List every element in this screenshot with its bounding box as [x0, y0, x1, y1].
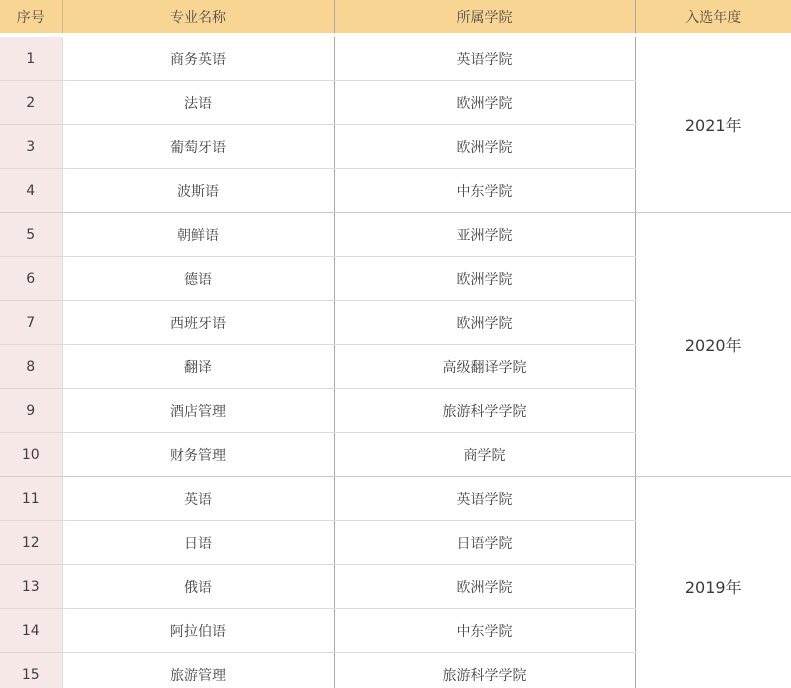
- row-index-cell: 13: [0, 565, 62, 609]
- college-cell: 日语学院: [334, 521, 635, 565]
- table-row: [0, 35, 791, 81]
- college-cell: 欧洲学院: [334, 81, 635, 125]
- major-cell: 旅游管理: [62, 653, 334, 688]
- row-index-cell: 12: [0, 521, 62, 565]
- college-cell: 旅游科学学院: [334, 653, 635, 688]
- col-header-major: 专业名称: [62, 0, 334, 35]
- college-cell: 英语学院: [334, 477, 635, 521]
- year-cell: 2020年: [635, 213, 791, 477]
- major-cell: 法语: [62, 81, 334, 125]
- row-index-cell: 15: [0, 653, 62, 688]
- college-cell: 欧洲学院: [334, 257, 635, 301]
- major-cell: 阿拉伯语: [62, 609, 334, 653]
- table-row: [0, 213, 791, 257]
- major-cell: 俄语: [62, 565, 334, 609]
- major-cell: 西班牙语: [62, 301, 334, 345]
- table-header-row: [0, 0, 791, 35]
- row-index-cell: 11: [0, 477, 62, 521]
- row-index-cell: 1: [0, 35, 62, 81]
- college-cell: 中东学院: [334, 609, 635, 653]
- row-index-cell: 6: [0, 257, 62, 301]
- college-cell: 中东学院: [334, 169, 635, 213]
- major-cell: 酒店管理: [62, 389, 334, 433]
- major-cell: 葡萄牙语: [62, 125, 334, 169]
- row-index-cell: 9: [0, 389, 62, 433]
- row-index-cell: 4: [0, 169, 62, 213]
- major-cell: 朝鲜语: [62, 213, 334, 257]
- college-cell: 旅游科学学院: [334, 389, 635, 433]
- row-index-cell: 8: [0, 345, 62, 389]
- row-index-cell: 5: [0, 213, 62, 257]
- major-cell: 德语: [62, 257, 334, 301]
- col-header-year: 入选年度: [635, 0, 791, 35]
- college-cell: 高级翻译学院: [334, 345, 635, 389]
- year-cell: 2021年: [635, 35, 791, 213]
- major-cell: 波斯语: [62, 169, 334, 213]
- college-cell: 英语学院: [334, 35, 635, 81]
- major-cell: 财务管理: [62, 433, 334, 477]
- major-cell: 日语: [62, 521, 334, 565]
- table-row: [0, 477, 791, 521]
- row-index-cell: 7: [0, 301, 62, 345]
- table-body: [0, 35, 791, 688]
- college-cell: 欧洲学院: [334, 565, 635, 609]
- major-cell: 商务英语: [62, 35, 334, 81]
- col-header-index: 序号: [0, 0, 62, 35]
- row-index-cell: 10: [0, 433, 62, 477]
- col-header-college: 所属学院: [334, 0, 635, 35]
- row-index-cell: 14: [0, 609, 62, 653]
- major-cell: 翻译: [62, 345, 334, 389]
- year-cell: 2019年: [635, 477, 791, 688]
- row-index-cell: 3: [0, 125, 62, 169]
- major-cell: 英语: [62, 477, 334, 521]
- college-cell: 亚洲学院: [334, 213, 635, 257]
- college-cell: 商学院: [334, 433, 635, 477]
- college-cell: 欧洲学院: [334, 125, 635, 169]
- college-cell: 欧洲学院: [334, 301, 635, 345]
- row-index-cell: 2: [0, 81, 62, 125]
